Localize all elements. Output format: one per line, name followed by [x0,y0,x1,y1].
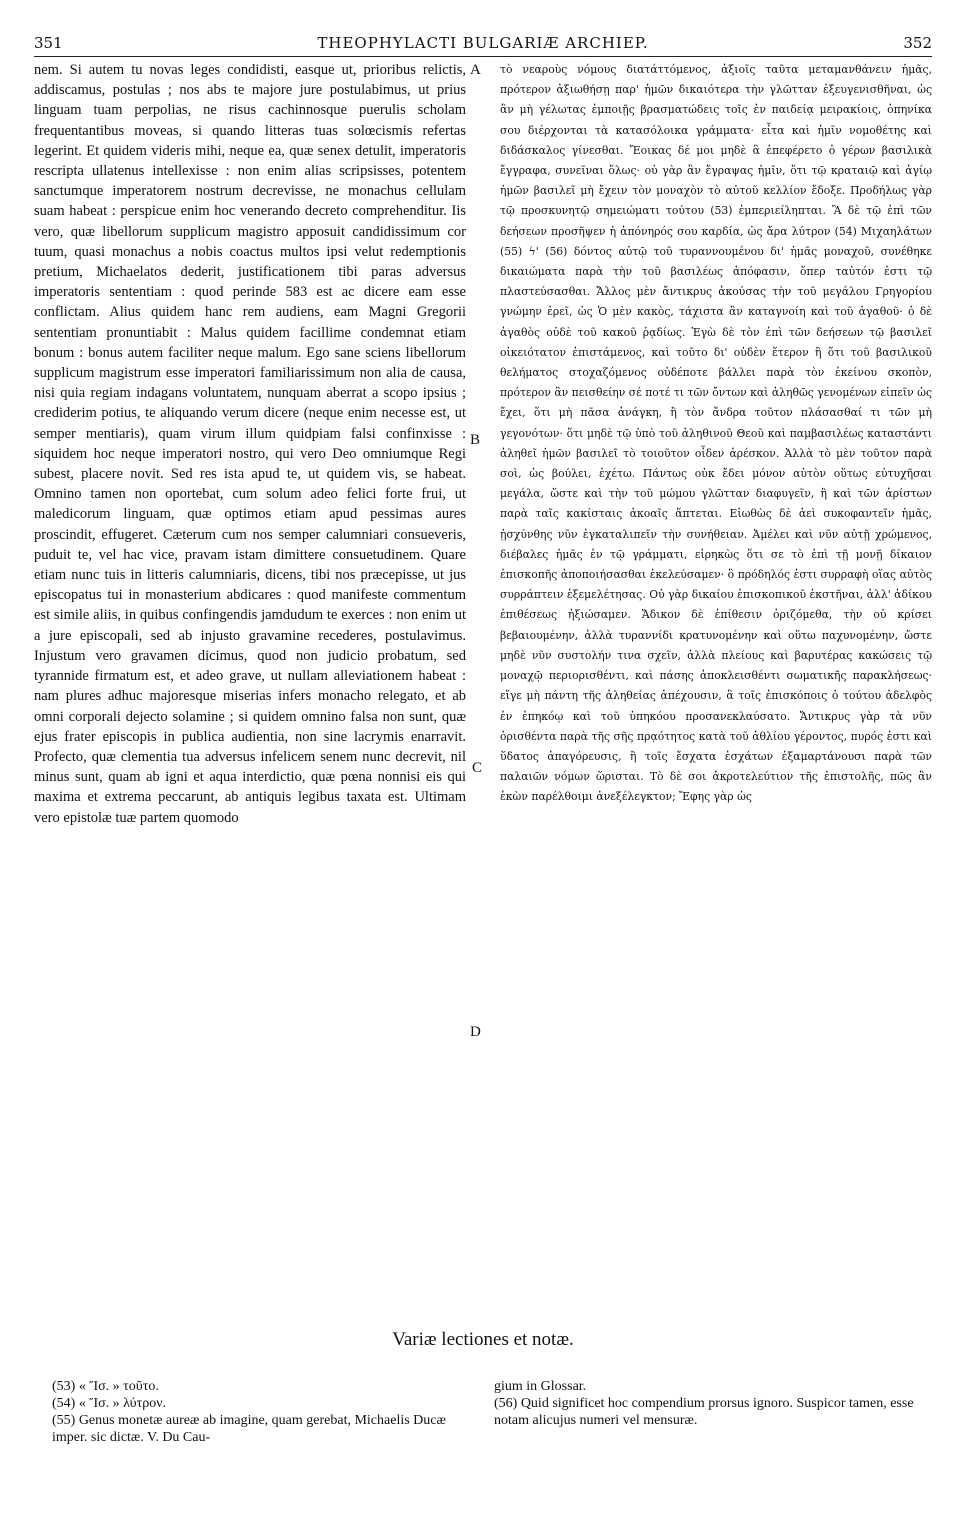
page-number-left: 351 [34,34,63,52]
note-55-continued: gium in Glossar. [494,1379,587,1394]
greek-column [500,60,932,808]
page-number-right: 352 [903,34,932,52]
note-56: (56) Quid significet hoc compendium prorsus ignoro. Suspicor tamen, esse notam alicujus numeri vel mensuræ. [494,1396,914,1428]
note-54: (54) « Ἴσ. » λύτρον. [52,1396,167,1411]
greek-paragraph: τὸ νεαροὺς νόμους διατάττόμενος, ἀξιοῖς ταῦτα μεταμανθάνειν ἡμᾶς, πρότερον ἀξιωθήσῃ παρ' ἡμῶν δικαιότερα τὴν γλῶτταν ἐξευγενισθῆναι, ὡς ἂν μὴ γέλωτας ἐμποιῇς βρασματώδεις τοῖς ἐν παιδείᾳ μειρακίοις, ὁπηνίκα σου διέρχονται τὰ κατασόλοικα γράμματα· εἶτα καὶ ἡμῖν νομοθέτης καὶ διδάσκαλος γίνεσθαι. Ἔοικας δέ μοι μηδὲ ἃ ἐπεφέρετο ὁ γέρων βασιλικὰ ἔγγραφα, συνεῖναι ὅλως· οὐ γὰρ ἂν ἔγραψας ἡμῖν, ὅτι τῷ κραταιῷ καὶ ἁγίῳ ἡμῶν βασιλεῖ μὴ ἔχειν τὸν μοναχὸν τὸ αὐτοῦ κελλίον ἔδοξε. Προδήλως γὰρ τῷ προσκυνητῷ σημειώματι τούτου (53) ἐμπεριείληπται. Ἃ δὲ τῷ ἐπὶ τῶν δεήσεων προσῆψεν ἡ ἀπόνηρός σου καρδία, ὡς ἄρα λύτρον (54) Μιχαηλάτων (55) ϟ' (56) δόντος αὐτῷ τοῦ τυραννουμένου δι' ἡμᾶς μοναχοῦ, συνέθηκε δικαιώματα παρὰ τὴν τοῦ βασιλέως ἀπόφασιν, ὅπερ ταὐτόν ἐστι τῷ πλαστεύσασθαι. Ἄλλος μὲν ἄντικρυς ἀκούσας τὴν τοῦ μεγάλου Γρηγορίου γνώμην ἐρεῖ, ὡς Ὁ μὲν κακὸς, τάχιστα ἂν καταγνοίη καὶ τοῦ ἀγαθοῦ· ὁ δὲ ἀγαθὸς οὐδὲ τοῦ κακοῦ ῥᾳδίως. Ἐγὼ δὲ τὸν ἐπὶ τῶν δεήσεων τῷ βασιλεῖ οἰκειότατον ἐπιστάμενος, καὶ τοῦτο δι' οὐδὲν ἕτερον ἢ ὅτι τοῦ βασιλικοῦ θελήματος στοχαζόμενος οὐδέποτε βάλλει παρὰ τὸν ἐκείνου σκοπὸν, πρότερον ἂν πεισθείην σέ ποτέ τι τῶν ὄντων καὶ ἀληθῶς γενομένων εἰπεῖν ὡς ἔχει, ὅτι μὴ πᾶσα ἀνάγκη, ἢ τὸν ἄνδρα τοῦτον πλάσασθαί τι τῶν μὴ γεγονότων· ὅτι μηδὲ τῷ ὑπὸ τοῦ ἀληθινοῦ Θεοῦ καὶ παμβασιλέως καταστάντι ἀληθεῖ ἡμῶν βασιλεῖ τὸ τοιοῦτον οἶδεν ἀρέσκον. Ἀλλὰ τὸ μὲν τοῦτον παρὰ σοὶ, ὡς βούλει, ἐχέτω. Πάντως οὐκ ἔδει μόνον αὐτὸν οὕτως εὐτυχῆσαι μεγάλα, ὥστε καὶ τὴν τοῦ μώμου γλῶτταν διαφυγεῖν, ἣ καὶ τῶν ἀρίστων παρὰ ταῖς κακίσταις ἀκοαῖς ἅπτεται. Εἰωθὼς δὲ ἀεὶ συκοφαντεῖν ἡμᾶς, ᾐσχύνθης νῦν ἐγκαταλιπεῖν τὴν συνήθειαν. Ἀμέλει καὶ νῦν αὐτῇ χρώμενος, διέβαλες ἡμᾶς ἐν τῷ γράμματι, εἰρηκὼς ὅτι σε τὸ ἐπὶ τῇ μονῇ δίκαιον ἐπισκοπῆς ἀποποιήσασθαι ἐκελεύσαμεν· ὃ πρόδηλός ἐστι συρραφὴ οἵας αὐτὸς συρράπτειν ἐξεμελέτησας. Οὐ γὰρ δικαίου ἐπισκοπικοῦ ἐκστῆναι, ἀλλ' ἀδίκου ἐπιθέσεως ἠξιώσαμεν. Ἄδικον δὲ ἐπίθεσιν ὁριζόμεθα, τὴν οὐ κρίσει βεβαιουμένην, ἀλλὰ τυραννίδι κρατυνομένην καὶ οὕτω παχυνομένην, ὥστε μηδὲ νῦν συστολήν τινα σχεῖν, ἀλλὰ πλείους καὶ βαρυτέρας κακώσεις τῷ μοναχῷ περιορισθέντι, καὶ πάσης ἀποκλεισθέντι σωματικῆς παρακλήσεως· εἴγε μὴ πάντη τῆς ἀληθείας ἀπέχουσιν, ἃ τοῖς ἐπισκόποις ὁ τούτου ἀδελφὸς ἐν ἐπηκόῳ καὶ τοῦ ὑπηκόου προσανεκλαύσατο. Ἄντικρυς γὰρ τὰ νῦν ὁρισθέντα παρὰ τῆς σῆς πρᾳότητος κατὰ τοῦ ἀθλίου γέροντος, πυρός ἐστι καὶ ὕδατος ἀπαγόρευσις, ἢ τοῖς ἔσχατα ἐσχάτων ἐξαμαρτάνουσι παρὰ τῶν παλαιῶν νόμων ὥρισται. Τὸ δὲ σοι ἀκροτελεύτιον τῆς ἐπιστολῆς, πῶς ἂν ἑκὼν παρέλθοιμι ἀνεξέλεγκτον; Ἔφης γὰρ ὡς [500,63,932,804]
margin-marker-d: D [470,1024,481,1040]
note-55: (55) Genus monetæ aureæ ab imagine, quam gerebat, Michaelis Ducæ imper. sic dictæ. V. Du Cau- [52,1413,446,1445]
running-title: THEOPHYLACTI BULGARIÆ ARCHIEP. [317,34,649,52]
margin-marker-b: B [470,432,481,448]
note-53: (53) « Ἴσ. » τοῦτο. [52,1379,159,1394]
running-header [34,30,932,57]
notes-right-column [494,1378,924,1429]
notes-title: Variæ lectiones et notæ. [392,1329,574,1350]
notes-left-column [52,1378,462,1446]
latin-paragraph: nem. Si autem tu novas leges condidisti, easque ut, prioribus relictis, addiscamus, postulas ; nos abs te majore jure postulabimus, ut prius linguam tuam perpolias, ne risus cachinnosque puerulis scholam frequentantibus moveas, si quando litteras tuas solœcismis refertas legerint. Et quidem videris mihi, neque ea, quæ senex detulit, imperatoris rescripta ullatenus intellexisse : non enim alias scripsisses, potentem sanctumque imperatorem nostrum decrevisse, ne monachus cellulam suam habeat : perspicue enim hoc venerando decreto comprehenditur. Iis vero, quæ libellorum supplicum magistro apposuit candidissimum cor tuum, quasi monachus a nobis coactus multos ipsi velut redemptionis pretium, Michaelatos dederit, justificationem tibi paras adversus imperatoris sententiam : quod perinde 583 est ac dicere eam esse conflictam. Alius quidem hanc rem audiens, eam Magni Gregorii sententiam pronuntiabit : Malus quidem facillime condemnat etiam bonum : bonus autem faciliter neque malum. Ego sane sciens libellorum supplicum magistrum esse imperatori familiarissimum non alia de causa, nisi quia regiam indagans voluntatem, nunquam aberrat a scopo ipsius ; crediderim potius, te aliquando verum dicere (neque enim necesse est, ut semper mentiaris), quam virum illum quidpiam falsi confinxisse : siquidem hoc neque imperatori nostro, qui vero Deo omniumque Regi subest, placere novit. Sed res ista apud te, ut quidem vis, se habeat. Omnino tamen non oportebat, cum solum adeo felici forte frui, ut maledicorum linguam, quæ optimos etiam apud pessimas aures proscindit, effugeret. Cæterum cum nos semper calumniari consueveris, puduit te, vel hac vice, pravam istam dimittere consuetudinem. Quare etiam nunc tuis in litteris calumniaris, dicens, tibi nos præcepisse, ut jus episcopatus tui in monasterium abdicares : quod manifeste commentum est simile aliis, in quibus confingendis jamdudum te exerces : non enim ut a jure episcopali, sed ab injusto gravamine recederes, postulavimus. Injustum vero gravamen dicimus, quod non judicio probatum, sed tyrannide firmatum est, et adeo grave, ut nullam alleviationem habeat : nam plures adhuc majoresque miserias infers monacho relegato, et ab omni corporali dejecto solamine ; si quidem omnino falsa non sunt, quæ ejus frater episcopis in publica audientia, non sine lacrymis enarravit. Profecto, quæ clementia tua adversus infelicem senem nunc decrevit, nil minus sunt, quam ab igni et aqua interdictio, quæ pœna nonnisi eis qui maxima et extrema peccarunt, ab antiquis legibus taxata est. Ultimam vero epistolæ tuæ partem quomodo [34,62,466,826]
latin-column [34,60,466,828]
margin-marker-c: C [472,760,483,776]
margin-marker-a: A [470,62,481,78]
